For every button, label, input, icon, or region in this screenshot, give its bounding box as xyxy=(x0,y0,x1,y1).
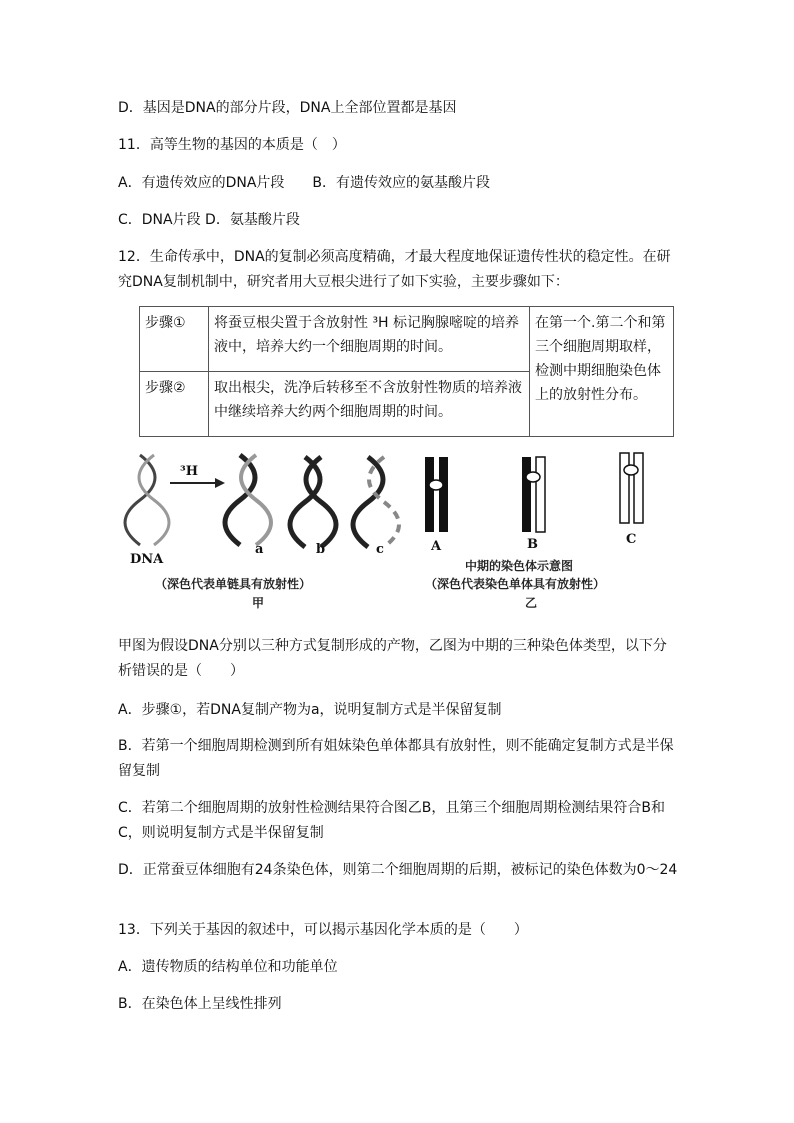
label-c: c xyxy=(376,542,384,557)
step1-label: 步骤① xyxy=(140,307,209,372)
jia-caption: （深色代表单链具有放射性） xyxy=(155,577,312,591)
step2-label: 步骤② xyxy=(140,372,209,437)
jia-name: 甲 xyxy=(252,596,265,610)
q10-option-d: D．基因是DNA的部分片段，DNA上全部位置都是基因 xyxy=(118,100,457,116)
q11-stem: 11．高等生物的基因的本质是（ ） xyxy=(118,137,346,153)
chromosome-c xyxy=(620,453,643,523)
dna-helix-b xyxy=(290,457,336,547)
chromosome-b xyxy=(522,457,545,532)
q13-option-a: A．遗传物质的结构单位和功能单位 xyxy=(118,959,338,975)
q11-options-ab: A．有遗传效应的DNA片段 B．有遗传效应的氨基酸片段 xyxy=(118,175,491,191)
q12-option-b: B．若第一个细胞周期检测到所有姐妹染色单体都具有放射性，则不能确定复制方式是半保留复制 xyxy=(118,738,674,779)
q12-figure-description: 甲图为假设DNA分别以三种方式复制形成的产物，乙图为中期的三种染色体类型，以下分析错误的是（ ） xyxy=(118,638,667,679)
sampling-text: 在第一个.第二个和第三个细胞周期取样，检测中期细胞染色体上的放射性分布。 xyxy=(530,307,674,437)
dna-helix-a xyxy=(225,455,271,545)
label-C: C xyxy=(626,532,637,547)
step2-text: 取出根尖，洗净后转移至不含放射性物质的培养液中继续培养大约两个细胞周期的时间。 xyxy=(209,372,530,437)
label-b: b xyxy=(316,542,326,557)
q11-options-cd: C．DNA片段 D．氨基酸片段 xyxy=(118,212,300,228)
dna-label: DNA xyxy=(130,552,164,567)
step1-text: 将蚕豆根尖置于含放射性 ³H 标记胸腺嘧啶的培养液中，培养大约一个细胞周期的时间。 xyxy=(209,307,530,372)
arrow-label: ³H xyxy=(180,464,198,479)
dna-helix-c xyxy=(353,457,399,547)
yi-name: 乙 xyxy=(525,596,538,610)
q12-option-a: A．步骤①，若DNA复制产物为a，说明复制方式是半保留复制 xyxy=(118,702,502,718)
q12-stem: 12．生命传承中，DNA的复制必须高度精确，才最大程度地保证遗传性状的稳定性。在研究DNA复制机制中，研究者用大豆根尖进行了如下实验，主要步骤如下： xyxy=(118,249,671,290)
experiment-steps-table xyxy=(139,306,674,437)
table-row xyxy=(140,307,674,372)
q13-option-b: B．在染色体上呈线性排列 xyxy=(118,996,282,1012)
q13-stem: 13．下列关于基因的叙述中，可以揭示基因化学本质的是（ ） xyxy=(118,922,528,938)
q12-option-c: C．若第二个细胞周期的放射性检测结果符合图乙B，且第三个细胞周期检测结果符合B和C，则说明复制方式是半保留复制 xyxy=(118,800,665,841)
yi-title: 中期的染色体示意图 xyxy=(465,559,574,573)
q12-option-d: D．正常蚕豆体细胞有24条染色体，则第二个细胞周期的后期，被标记的染色体数为0～24 xyxy=(118,862,678,878)
chromosome-a xyxy=(425,457,448,532)
yi-caption: （深色代表染色单体具有放射性） xyxy=(425,577,606,591)
arrow-icon xyxy=(170,478,225,488)
label-a: a xyxy=(255,542,264,557)
label-A: A xyxy=(431,539,442,554)
label-B: B xyxy=(527,537,538,552)
replication-figure xyxy=(120,445,680,620)
dna-helix-original xyxy=(125,455,169,545)
